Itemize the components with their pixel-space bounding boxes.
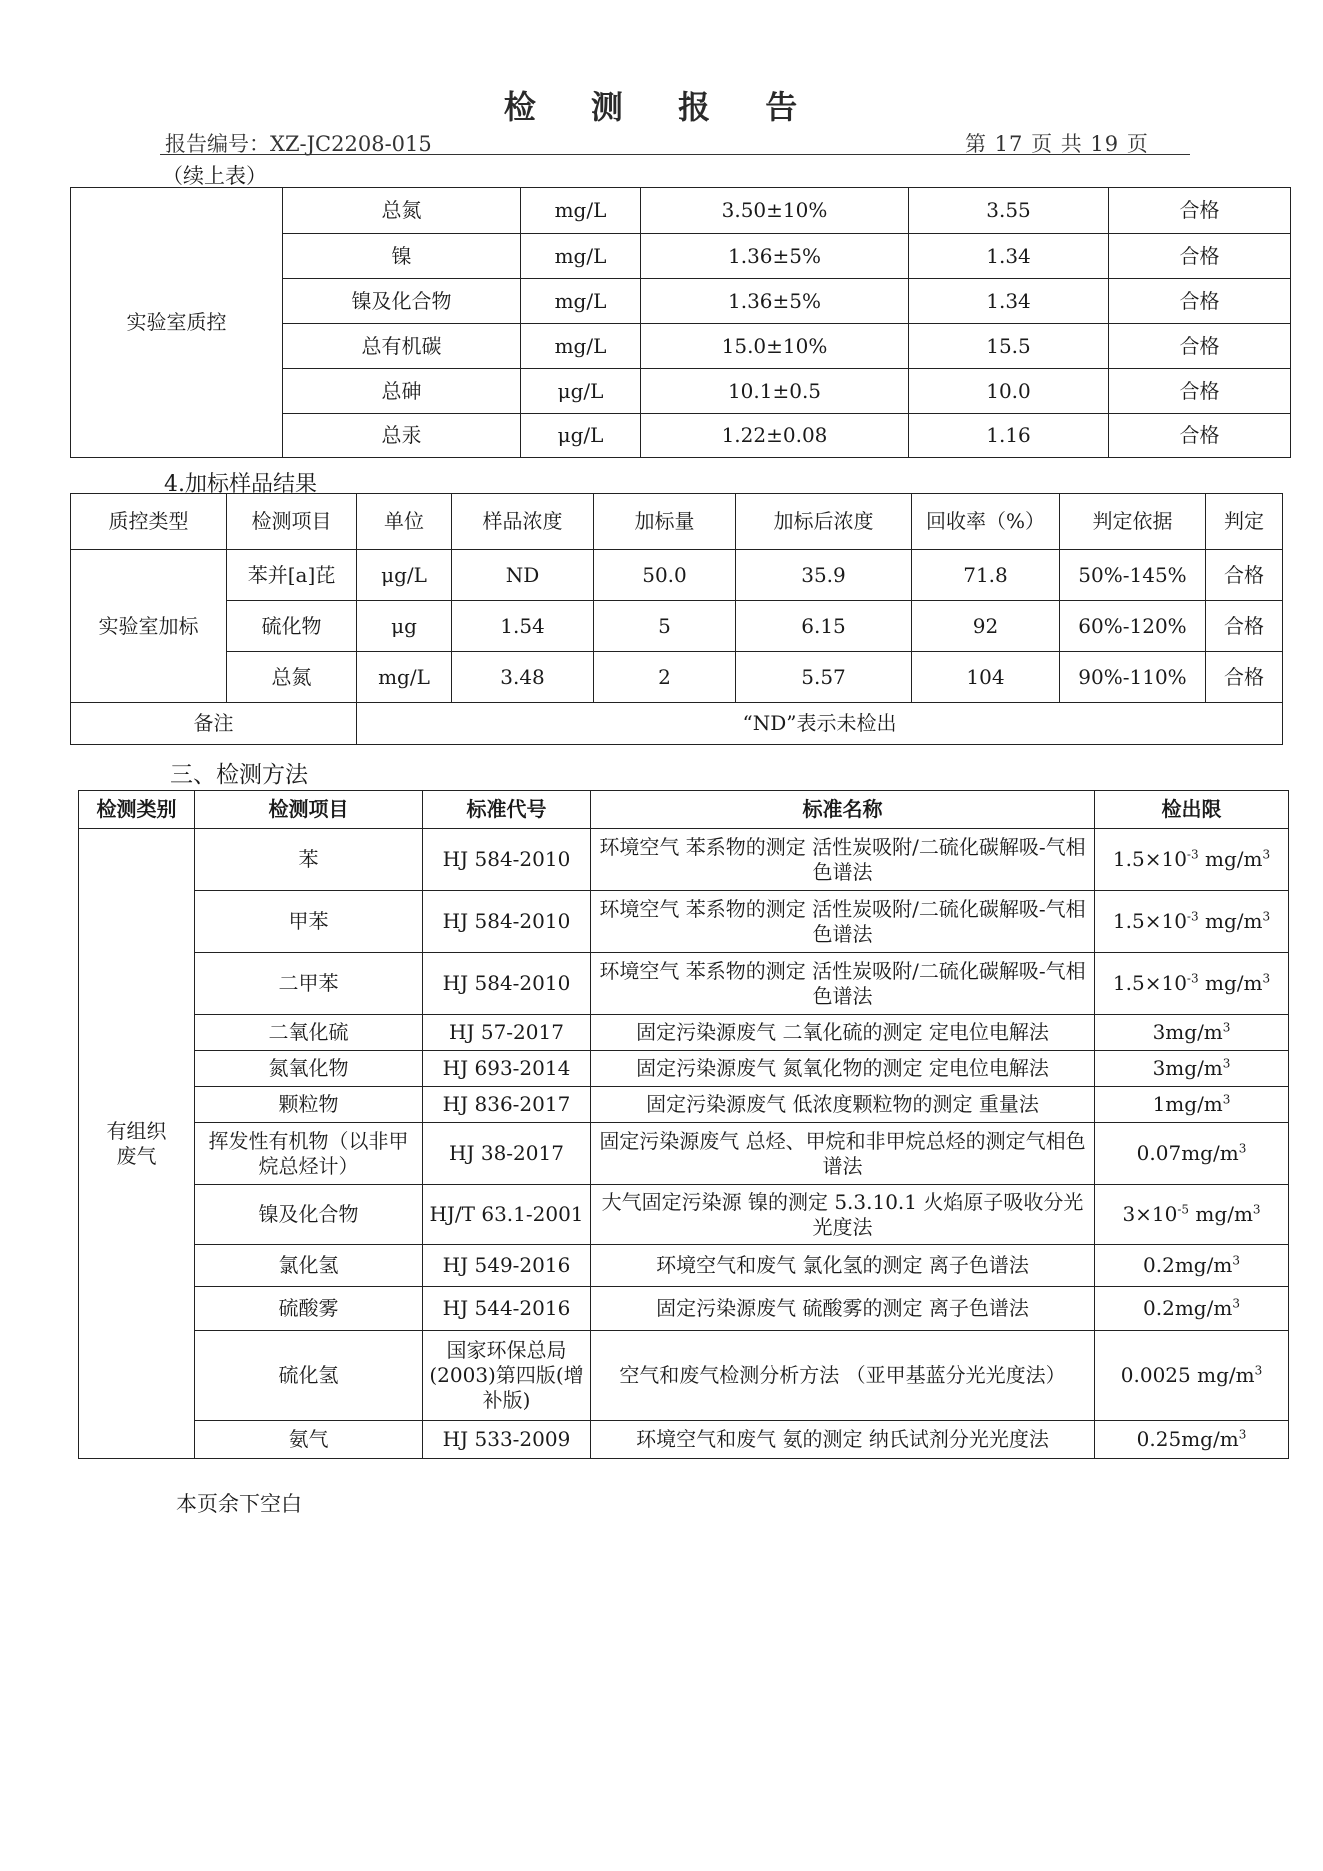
column-header: 回收率（%） — [912, 494, 1060, 550]
detection-limit-part: -3 — [1186, 847, 1199, 862]
table-row — [79, 1245, 1289, 1287]
method-item: 硫化氢 — [195, 1331, 423, 1421]
method-standard-code: HJ 57-2017 — [423, 1015, 591, 1051]
qc-item: 镍 — [283, 234, 521, 279]
detection-limit-part: 0.07mg/m — [1136, 1141, 1239, 1165]
detection-limit-part: 0.2mg/m — [1143, 1253, 1233, 1277]
qc-result: 合格 — [1109, 188, 1291, 234]
qc-standard-value: 1.36±5% — [641, 279, 909, 324]
group-label-line: 有组织 — [106, 1118, 167, 1143]
detection-limit-part: mg/m — [1189, 1202, 1253, 1226]
column-header: 检测类别 — [79, 791, 195, 829]
method-standard-code: HJ 584-2010 — [423, 829, 591, 891]
method-standard-code: HJ 549-2016 — [423, 1245, 591, 1287]
column-header: 样品浓度 — [452, 494, 594, 550]
method-standard-name: 环境空气 苯系物的测定 活性炭吸附/二硫化碳解吸-气相色谱法 — [591, 829, 1095, 891]
page-info: 第 17 页 共 19 页 — [965, 132, 1149, 156]
spike-conc: 1.54 — [452, 601, 594, 652]
detection-limit-part: 3 — [1238, 1141, 1247, 1156]
column-header: 单位 — [357, 494, 452, 550]
method-detection-limit — [1095, 1245, 1289, 1287]
qc-unit: mg/L — [521, 324, 641, 369]
detection-limit-part: 3 — [1254, 1363, 1263, 1378]
method-standard-name: 固定污染源废气 氮氧化物的测定 定电位电解法 — [591, 1051, 1095, 1087]
qc-result: 合格 — [1109, 369, 1291, 414]
table-row — [79, 1123, 1289, 1185]
spike-basis: 50%-145% — [1060, 550, 1206, 601]
report-number: 报告编号：XZ-JC2208-015 — [165, 132, 432, 156]
continued-label: （续上表） — [162, 164, 267, 188]
method-detection-limit — [1095, 829, 1289, 891]
column-header: 质控类型 — [71, 494, 227, 550]
group-label-line: 废气 — [116, 1143, 157, 1168]
spike-item: 总氮 — [227, 652, 357, 703]
method-standard-code: HJ 584-2010 — [423, 891, 591, 953]
method-standard-name: 环境空气 苯系物的测定 活性炭吸附/二硫化碳解吸-气相色谱法 — [591, 953, 1095, 1015]
column-header: 检测项目 — [195, 791, 423, 829]
table-row — [71, 652, 1283, 703]
spike-after: 35.9 — [736, 550, 912, 601]
method-item: 甲苯 — [195, 891, 423, 953]
detection-limit-part: -3 — [1186, 971, 1199, 986]
method-standard-name: 环境空气和废气 氨的测定 纳氏试剂分光光度法 — [591, 1421, 1095, 1459]
column-header: 标准名称 — [591, 791, 1095, 829]
column-header: 标准代号 — [423, 791, 591, 829]
method-group-label — [79, 829, 195, 1459]
report-title: 检 测 报 告 — [503, 88, 820, 126]
column-header: 检测项目 — [227, 494, 357, 550]
table-row — [79, 1331, 1289, 1421]
qc-standard-value: 1.22±0.08 — [641, 414, 909, 458]
detection-limit-part: 1.5×10 — [1112, 909, 1187, 933]
qc-result: 合格 — [1109, 324, 1291, 369]
detection-limit-part: 3mg/m — [1152, 1056, 1223, 1080]
method-standard-code: 国家环保总局(2003)第四版(增补版) — [423, 1331, 591, 1421]
method-detection-limit — [1095, 1185, 1289, 1245]
qc-measured-value: 10.0 — [909, 369, 1109, 414]
table-row — [79, 1421, 1289, 1459]
column-header: 判定 — [1206, 494, 1283, 550]
spike-conc: ND — [452, 550, 594, 601]
detection-limit-part: -5 — [1177, 1202, 1190, 1217]
method-detection-limit — [1095, 1015, 1289, 1051]
method-item: 颗粒物 — [195, 1087, 423, 1123]
qc-result: 合格 — [1109, 234, 1291, 279]
detection-limit-part: 3 — [1232, 1253, 1240, 1268]
method-standard-name: 固定污染源废气 低浓度颗粒物的测定 重量法 — [591, 1087, 1095, 1123]
column-header: 判定依据 — [1060, 494, 1206, 550]
method-detection-limit — [1095, 1123, 1289, 1185]
detection-limit-part: 3×10 — [1122, 1202, 1178, 1226]
table-row — [71, 601, 1283, 652]
method-item: 硫酸雾 — [195, 1287, 423, 1331]
note-label: 备注 — [71, 703, 357, 745]
method-detection-limit — [1095, 1051, 1289, 1087]
detection-limit-part: 1.5×10 — [1112, 847, 1187, 871]
spike-result: 合格 — [1206, 652, 1283, 703]
detection-limit-part: 0.2mg/m — [1143, 1296, 1233, 1320]
detection-limit-part: 1.5×10 — [1112, 971, 1187, 995]
footer-note: 本页余下空白 — [176, 1492, 302, 1516]
method-item: 镍及化合物 — [195, 1185, 423, 1245]
method-item: 氨气 — [195, 1421, 423, 1459]
qc-measured-value: 15.5 — [909, 324, 1109, 369]
detection-limit-part: -3 — [1186, 909, 1199, 924]
qc-result: 合格 — [1109, 414, 1291, 458]
detection-limit-part: 0.0025 mg/m — [1120, 1363, 1255, 1387]
qc-unit: μg/L — [521, 414, 641, 458]
qc-measured-value: 3.55 — [909, 188, 1109, 234]
method-standard-code: HJ 693-2014 — [423, 1051, 591, 1087]
qc-standard-value: 1.36±5% — [641, 234, 909, 279]
qc-standard-value: 10.1±0.5 — [641, 369, 909, 414]
column-header: 检出限 — [1095, 791, 1289, 829]
spike-recovery: 92 — [912, 601, 1060, 652]
table-row — [71, 188, 1291, 234]
method-detection-limit — [1095, 953, 1289, 1015]
method-detection-limit — [1095, 1287, 1289, 1331]
method-item: 二甲苯 — [195, 953, 423, 1015]
spike-basis: 60%-120% — [1060, 601, 1206, 652]
method-detection-limit — [1095, 1331, 1289, 1421]
method-item: 氯化氢 — [195, 1245, 423, 1287]
spike-unit: μg — [357, 601, 452, 652]
spike-item: 苯并[a]芘 — [227, 550, 357, 601]
detection-limit-part: mg/m — [1198, 971, 1263, 995]
qc-measured-value: 1.16 — [909, 414, 1109, 458]
spike-after: 6.15 — [736, 601, 912, 652]
detection-limit-part: 3mg/m — [1152, 1020, 1223, 1044]
qc-measured-value: 1.34 — [909, 234, 1109, 279]
qc-standard-value: 3.50±10% — [641, 188, 909, 234]
table-row — [79, 1015, 1289, 1051]
method-item: 二氧化硫 — [195, 1015, 423, 1051]
qc-group-label: 实验室质控 — [71, 188, 283, 458]
table-row — [79, 1287, 1289, 1331]
method-standard-name: 固定污染源废气 二氧化硫的测定 定电位电解法 — [591, 1015, 1095, 1051]
spike-added: 50.0 — [594, 550, 736, 601]
qc-item: 镍及化合物 — [283, 279, 521, 324]
spike-recovery: 71.8 — [912, 550, 1060, 601]
spike-after: 5.57 — [736, 652, 912, 703]
table-header-row — [71, 494, 1283, 550]
spike-table — [70, 493, 1283, 745]
qc-unit: mg/L — [521, 188, 641, 234]
detection-limit-part: 3 — [1222, 1020, 1231, 1035]
qc-unit: μg/L — [521, 369, 641, 414]
method-item: 挥发性有机物（以非甲烷总烃计） — [195, 1123, 423, 1185]
spike-group-label: 实验室加标 — [71, 550, 227, 703]
column-header: 加标后浓度 — [736, 494, 912, 550]
qc-item: 总汞 — [283, 414, 521, 458]
spike-recovery: 104 — [912, 652, 1060, 703]
detection-limit-part: mg/m — [1198, 909, 1263, 933]
method-detection-limit — [1095, 891, 1289, 953]
table-row — [79, 1087, 1289, 1123]
method-item: 氮氧化物 — [195, 1051, 423, 1087]
detection-limit-part: 3 — [1238, 1427, 1247, 1442]
spike-added: 2 — [594, 652, 736, 703]
table-row — [71, 550, 1283, 601]
table-header-row — [79, 791, 1289, 829]
method-standard-code: HJ 533-2009 — [423, 1421, 591, 1459]
spike-item: 硫化物 — [227, 601, 357, 652]
qc-measured-value: 1.34 — [909, 279, 1109, 324]
note-row — [71, 703, 1283, 745]
method-item: 苯 — [195, 829, 423, 891]
method-standard-code: HJ/T 63.1-2001 — [423, 1185, 591, 1245]
detection-limit-part: 3 — [1222, 1056, 1231, 1071]
detection-limit-part: 3 — [1262, 909, 1271, 924]
qc-item: 总砷 — [283, 369, 521, 414]
method-standard-code: HJ 584-2010 — [423, 953, 591, 1015]
method-detection-limit — [1095, 1087, 1289, 1123]
method-standard-name: 空气和废气检测分析方法 （亚甲基蓝分光光度法） — [591, 1331, 1095, 1421]
qc-standard-value: 15.0±10% — [641, 324, 909, 369]
qc-item: 总氮 — [283, 188, 521, 234]
table-row — [79, 891, 1289, 953]
table-row — [79, 1185, 1289, 1245]
qc-unit: mg/L — [521, 234, 641, 279]
spike-added: 5 — [594, 601, 736, 652]
detection-limit-part: mg/m — [1198, 847, 1263, 871]
header-divider — [160, 154, 1190, 155]
method-standard-name: 固定污染源废气 总烃、甲烷和非甲烷总烃的测定气相色谱法 — [591, 1123, 1095, 1185]
spike-result: 合格 — [1206, 601, 1283, 652]
method-standard-name: 大气固定污染源 镍的测定 5.3.10.1 火焰原子吸收分光光度法 — [591, 1185, 1095, 1245]
detection-limit-part: 3 — [1262, 971, 1271, 986]
spike-section-title: 4.加标样品结果 — [164, 472, 317, 497]
spike-unit: μg/L — [357, 550, 452, 601]
detection-limit-part: 3 — [1232, 1296, 1240, 1311]
qc-item: 总有机碳 — [283, 324, 521, 369]
method-standard-code: HJ 836-2017 — [423, 1087, 591, 1123]
qc-result: 合格 — [1109, 279, 1291, 324]
table-row — [79, 953, 1289, 1015]
method-standard-name: 环境空气和废气 氯化氢的测定 离子色谱法 — [591, 1245, 1095, 1287]
method-detection-limit — [1095, 1421, 1289, 1459]
qc-unit: mg/L — [521, 279, 641, 324]
method-standard-code: HJ 544-2016 — [423, 1287, 591, 1331]
method-section-title: 三、检测方法 — [170, 762, 308, 788]
detection-limit-part: 3 — [1252, 1202, 1261, 1217]
method-table — [78, 790, 1289, 1459]
method-standard-name: 固定污染源废气 硫酸雾的测定 离子色谱法 — [591, 1287, 1095, 1331]
detection-limit-part: 3 — [1262, 847, 1271, 862]
spike-conc: 3.48 — [452, 652, 594, 703]
spike-basis: 90%-110% — [1060, 652, 1206, 703]
detection-limit-part: 3 — [1222, 1092, 1231, 1107]
qc-table — [70, 187, 1291, 458]
spike-result: 合格 — [1206, 550, 1283, 601]
method-standard-name: 环境空气 苯系物的测定 活性炭吸附/二硫化碳解吸-气相色谱法 — [591, 891, 1095, 953]
column-header: 加标量 — [594, 494, 736, 550]
table-row — [79, 1051, 1289, 1087]
detection-limit-part: 0.25mg/m — [1136, 1427, 1239, 1451]
method-standard-code: HJ 38-2017 — [423, 1123, 591, 1185]
detection-limit-part: 1mg/m — [1152, 1092, 1223, 1116]
spike-unit: mg/L — [357, 652, 452, 703]
table-row — [79, 829, 1289, 891]
note-text: “ND”表示未检出 — [357, 703, 1283, 745]
